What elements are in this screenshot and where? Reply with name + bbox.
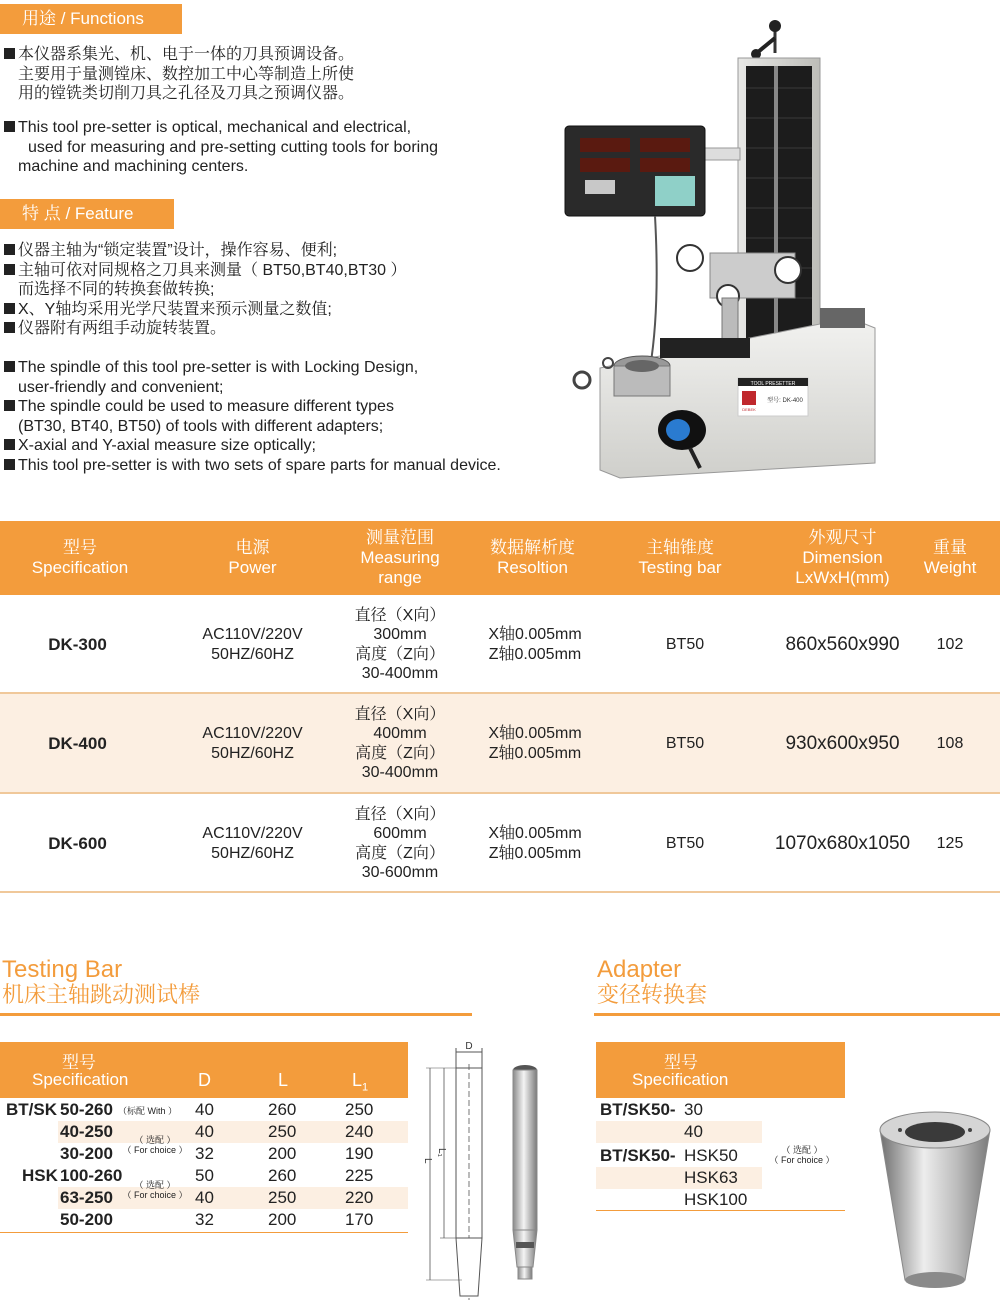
testing-bar-title-en: Testing Bar xyxy=(2,956,123,983)
resolution-cell xyxy=(470,595,600,694)
resolution-line: Z轴0.005mm xyxy=(488,744,582,762)
spec-cell: 63-250 xyxy=(60,1188,113,1207)
power-line: AC110V/220V xyxy=(202,626,303,643)
functions-en-line: used for measuring and pre-setting cutting tools for boring xyxy=(28,138,439,156)
bullet-square-icon xyxy=(4,361,15,372)
header-cn: 主轴锥度 xyxy=(646,538,714,557)
header-cn: 重量 xyxy=(933,538,967,557)
range-cell xyxy=(330,595,470,694)
resolution-cell xyxy=(470,694,600,793)
table-row xyxy=(0,1209,408,1231)
model-cell: DK-400 xyxy=(48,733,107,753)
group-label: HSK xyxy=(22,1166,58,1185)
header-cn: 外观尺寸 xyxy=(808,528,877,547)
range-line: 600mm xyxy=(373,825,427,842)
adapter-title-rule xyxy=(594,1013,1000,1016)
l-cell: 200 xyxy=(268,1144,297,1163)
range-line: 直径（X向） xyxy=(354,705,446,723)
choice-note xyxy=(122,1135,188,1155)
group-label: BT/SK50- xyxy=(600,1146,676,1165)
table-row xyxy=(0,1143,408,1165)
table-row xyxy=(596,1167,762,1189)
l1-cell: 220 xyxy=(345,1188,374,1207)
header-cn: 型号 xyxy=(664,1053,698,1072)
table-row xyxy=(596,1099,756,1121)
table-bottom-rule xyxy=(596,1210,845,1211)
resolution-line: Z轴0.005mm xyxy=(488,645,582,663)
functions-tag xyxy=(0,4,182,34)
d-cell: 32 xyxy=(195,1144,214,1163)
resolution-line: Z轴0.005mm xyxy=(488,844,582,862)
table-row xyxy=(0,1165,408,1187)
header-weight xyxy=(905,521,995,595)
functions-tag-label: 用途 / Functions xyxy=(22,9,144,28)
spec-cell: 40-250 xyxy=(60,1122,113,1141)
spec-cell: HSK63 xyxy=(684,1168,738,1187)
header-en: Resoltion xyxy=(497,558,568,577)
functions-en-line: machine and machining centers. xyxy=(18,158,249,175)
standard-note: （标配 With ） xyxy=(118,1106,178,1116)
range-line: 30-400mm xyxy=(361,764,439,781)
machine-label-title: TOOL PRESETTER xyxy=(750,381,796,387)
table-row xyxy=(0,694,1000,793)
range-cell xyxy=(330,694,470,793)
group-label: BT/SK50- xyxy=(600,1100,676,1119)
adapter-title-en: Adapter xyxy=(597,956,682,983)
adapter-title-cn: 变径转换套 xyxy=(597,982,708,1007)
choice-note xyxy=(766,1145,838,1165)
resolution-line: X轴0.005mm xyxy=(488,725,582,742)
table-row xyxy=(0,794,1000,893)
feature-cn-line: X、Y轴均采用光学尺装置来预示测量之数值; xyxy=(18,300,332,318)
header-resolution xyxy=(470,521,595,595)
header-measuring-range xyxy=(330,521,470,595)
choice-note-cn: （ 选配 ） xyxy=(134,1135,176,1145)
range-line: 高度（Z向） xyxy=(355,844,445,862)
l-cell: 250 xyxy=(268,1122,297,1141)
choice-note-cn: （ 选配 ） xyxy=(134,1180,176,1190)
header-l1-sub: 1 xyxy=(362,1081,369,1094)
table-row xyxy=(0,1099,408,1121)
feature-tag xyxy=(0,199,174,229)
testing-bar-table-header xyxy=(0,1042,408,1098)
testing-bar-cell: BT50 xyxy=(665,635,705,653)
header-en: Power xyxy=(228,558,277,577)
range-line: 400mm xyxy=(373,725,427,742)
range-line: 30-600mm xyxy=(361,864,439,881)
model-cell: DK-600 xyxy=(48,833,107,853)
feature-tag-label: 特 点 / Feature xyxy=(22,204,134,223)
choice-note-cn: （ 选配 ） xyxy=(781,1145,823,1155)
d-cell: 40 xyxy=(195,1100,214,1119)
header-en: Specification xyxy=(32,1070,129,1089)
header-en: Measuring xyxy=(360,548,440,567)
resolution-cell xyxy=(470,794,600,893)
range-line: 直径（X向） xyxy=(354,805,446,823)
bullet-square-icon xyxy=(4,439,15,450)
feature-en-line: (BT30, BT40, BT50) of tools with different adapters; xyxy=(18,417,384,435)
l-cell: 250 xyxy=(268,1188,297,1207)
bullet-square-icon xyxy=(4,48,15,59)
l1-cell: 170 xyxy=(345,1210,374,1229)
row-divider xyxy=(0,891,1000,893)
spec-cell: 30-200 xyxy=(60,1144,113,1163)
feature-en-line: The spindle could be used to measure different types xyxy=(18,398,394,415)
power-cell xyxy=(175,595,330,694)
table-row xyxy=(596,1145,762,1167)
header-d: D xyxy=(198,1070,211,1090)
bullet-square-icon xyxy=(4,244,15,255)
power-line: AC110V/220V xyxy=(202,825,303,842)
header-en: Specification xyxy=(632,1070,729,1089)
spec-cell: HSK50 xyxy=(684,1146,738,1165)
spec-table-header xyxy=(0,521,1000,595)
feature-cn-line: 主轴可依对同规格之刀具来测量（ BT50,BT40,BT30 ） xyxy=(18,261,407,279)
resolution-line: X轴0.005mm xyxy=(488,825,582,842)
feature-en-line: user-friendly and convenient; xyxy=(18,378,224,396)
feature-cn-text xyxy=(4,241,407,339)
header-en: Dimension xyxy=(802,548,883,567)
group-label: BT/SK xyxy=(6,1100,57,1119)
table-row xyxy=(0,1187,408,1209)
weight-cell: 102 xyxy=(936,635,964,653)
testing-bar-cell: BT50 xyxy=(665,834,705,852)
tool-presetter-machine-image xyxy=(560,8,880,488)
testing-bar-cell: BT50 xyxy=(665,734,705,752)
dimension-cell: 860x560x990 xyxy=(785,633,900,655)
l1-cell: 225 xyxy=(345,1166,374,1185)
d-cell: 50 xyxy=(195,1166,214,1185)
range-line: 高度（Z向） xyxy=(355,645,445,663)
l-cell: 200 xyxy=(268,1210,297,1229)
table-bottom-rule xyxy=(0,1232,408,1233)
range-line: 直径（X向） xyxy=(354,606,446,624)
testing-bar-title-rule xyxy=(0,1013,472,1016)
choice-note-en: （ For choice ） xyxy=(122,1190,188,1200)
spec-cell: HSK100 xyxy=(684,1190,748,1209)
header-dimension xyxy=(765,521,920,595)
feature-en-line: This tool pre-setter is with two sets of spare parts for manual device. xyxy=(18,456,501,474)
testing-bar-diagram xyxy=(420,1038,500,1302)
functions-en-text xyxy=(4,118,438,177)
feature-en-line: X-axial and Y-axial measure size optically; xyxy=(18,437,316,454)
l1-cell: 190 xyxy=(345,1144,374,1163)
header-cn: 数据解析度 xyxy=(490,538,575,557)
power-line: 50HZ/60HZ xyxy=(211,844,294,862)
range-line: 300mm xyxy=(373,626,427,643)
feature-cn-line: 仪器主轴为“锁定装置”设计，操作容易、便利; xyxy=(18,242,338,259)
bullet-square-icon xyxy=(4,459,15,470)
power-line: AC110V/220V xyxy=(202,725,303,742)
spec-cell: 50-200 xyxy=(60,1210,113,1229)
header-en: LxWxH(mm) xyxy=(795,568,890,587)
adapter-sleeve-photo xyxy=(870,1108,1000,1298)
power-cell xyxy=(175,694,330,793)
l1-cell: 250 xyxy=(345,1100,374,1119)
header-cn: 电源 xyxy=(235,538,270,557)
header-en: Specification xyxy=(31,558,129,577)
feature-en-text xyxy=(4,358,501,475)
weight-cell: 108 xyxy=(936,734,964,752)
machine-label-model: 型号: DK-400 xyxy=(767,398,803,404)
testing-bar-title-cn: 机床主轴跳动测试棒 xyxy=(2,982,201,1007)
spec-cell: 40 xyxy=(684,1122,703,1141)
diagram-d-label: D xyxy=(465,1041,473,1052)
header-l: L xyxy=(278,1070,289,1090)
range-line: 30-400mm xyxy=(361,665,439,682)
choice-note-en: （ For choice ） xyxy=(769,1155,835,1165)
functions-en-line: This tool pre-setter is optical, mechanical and electrical, xyxy=(18,119,412,136)
table-row xyxy=(596,1189,762,1211)
resolution-line: X轴0.005mm xyxy=(488,626,582,643)
feature-cn-line: 仪器附有两组手动旋转装置。 xyxy=(18,320,227,337)
model-cell: DK-300 xyxy=(48,634,107,654)
table-row xyxy=(596,1121,762,1143)
functions-cn-text xyxy=(4,45,354,104)
spec-cell: 50-260 xyxy=(60,1100,113,1119)
testing-bar-photo xyxy=(505,1062,545,1282)
adapter-table-header xyxy=(596,1042,845,1098)
functions-cn-line: 主要用于量测镗床、数控加工中心等制造上所使 xyxy=(18,65,355,83)
machine-label-brand: DEBEK xyxy=(742,407,756,412)
d-cell: 40 xyxy=(195,1122,214,1141)
header-specification xyxy=(0,521,160,595)
header-l1 xyxy=(352,1070,368,1094)
d-cell: 32 xyxy=(195,1210,214,1229)
bullet-square-icon xyxy=(4,264,15,275)
feature-en-line: The spindle of this tool pre-setter is with Locking Design, xyxy=(18,359,419,376)
bullet-square-icon xyxy=(4,322,15,333)
dimension-cell: 1070x680x1050 xyxy=(774,832,911,854)
header-cn: 型号 xyxy=(63,538,97,557)
header-l1-main: L xyxy=(352,1070,363,1090)
diagram-l1-label: L₁ xyxy=(436,1148,447,1157)
bullet-square-icon xyxy=(4,400,15,411)
bullet-square-icon xyxy=(4,303,15,314)
weight-cell: 125 xyxy=(936,834,964,852)
power-cell xyxy=(175,794,330,893)
header-testing-bar xyxy=(615,521,745,595)
header-cn: 测量范围 xyxy=(366,528,434,547)
l-cell: 260 xyxy=(268,1166,297,1185)
functions-cn-line: 本仪器系集光、机、电于一体的刀具预调设备。 xyxy=(18,46,355,63)
power-line: 50HZ/60HZ xyxy=(211,744,294,762)
diagram-l-label: L xyxy=(422,1158,433,1164)
range-line: 高度（Z向） xyxy=(355,744,445,762)
table-row xyxy=(0,595,1000,694)
spec-cell: 100-260 xyxy=(60,1166,123,1185)
l1-cell: 240 xyxy=(345,1122,374,1141)
range-cell xyxy=(330,794,470,893)
functions-cn-line: 用的镗铣类切削刀具之孔径及刀具之预调仪器。 xyxy=(18,85,355,102)
spec-cell: 30 xyxy=(684,1100,703,1119)
header-cn: 型号 xyxy=(62,1053,96,1072)
feature-cn-line: 而选择不同的转换套做转换; xyxy=(18,281,215,298)
header-en: Testing bar xyxy=(638,558,722,577)
choice-note xyxy=(122,1180,188,1200)
bullet-square-icon xyxy=(4,121,15,132)
header-en: range xyxy=(378,568,422,587)
dimension-cell: 930x600x950 xyxy=(785,732,900,754)
l-cell: 260 xyxy=(268,1100,297,1119)
power-line: 50HZ/60HZ xyxy=(211,645,294,663)
table-row xyxy=(0,1121,408,1143)
d-cell: 40 xyxy=(195,1188,214,1207)
header-en: Weight xyxy=(923,558,977,577)
choice-note-en: （ For choice ） xyxy=(122,1145,188,1155)
header-power xyxy=(175,521,330,595)
